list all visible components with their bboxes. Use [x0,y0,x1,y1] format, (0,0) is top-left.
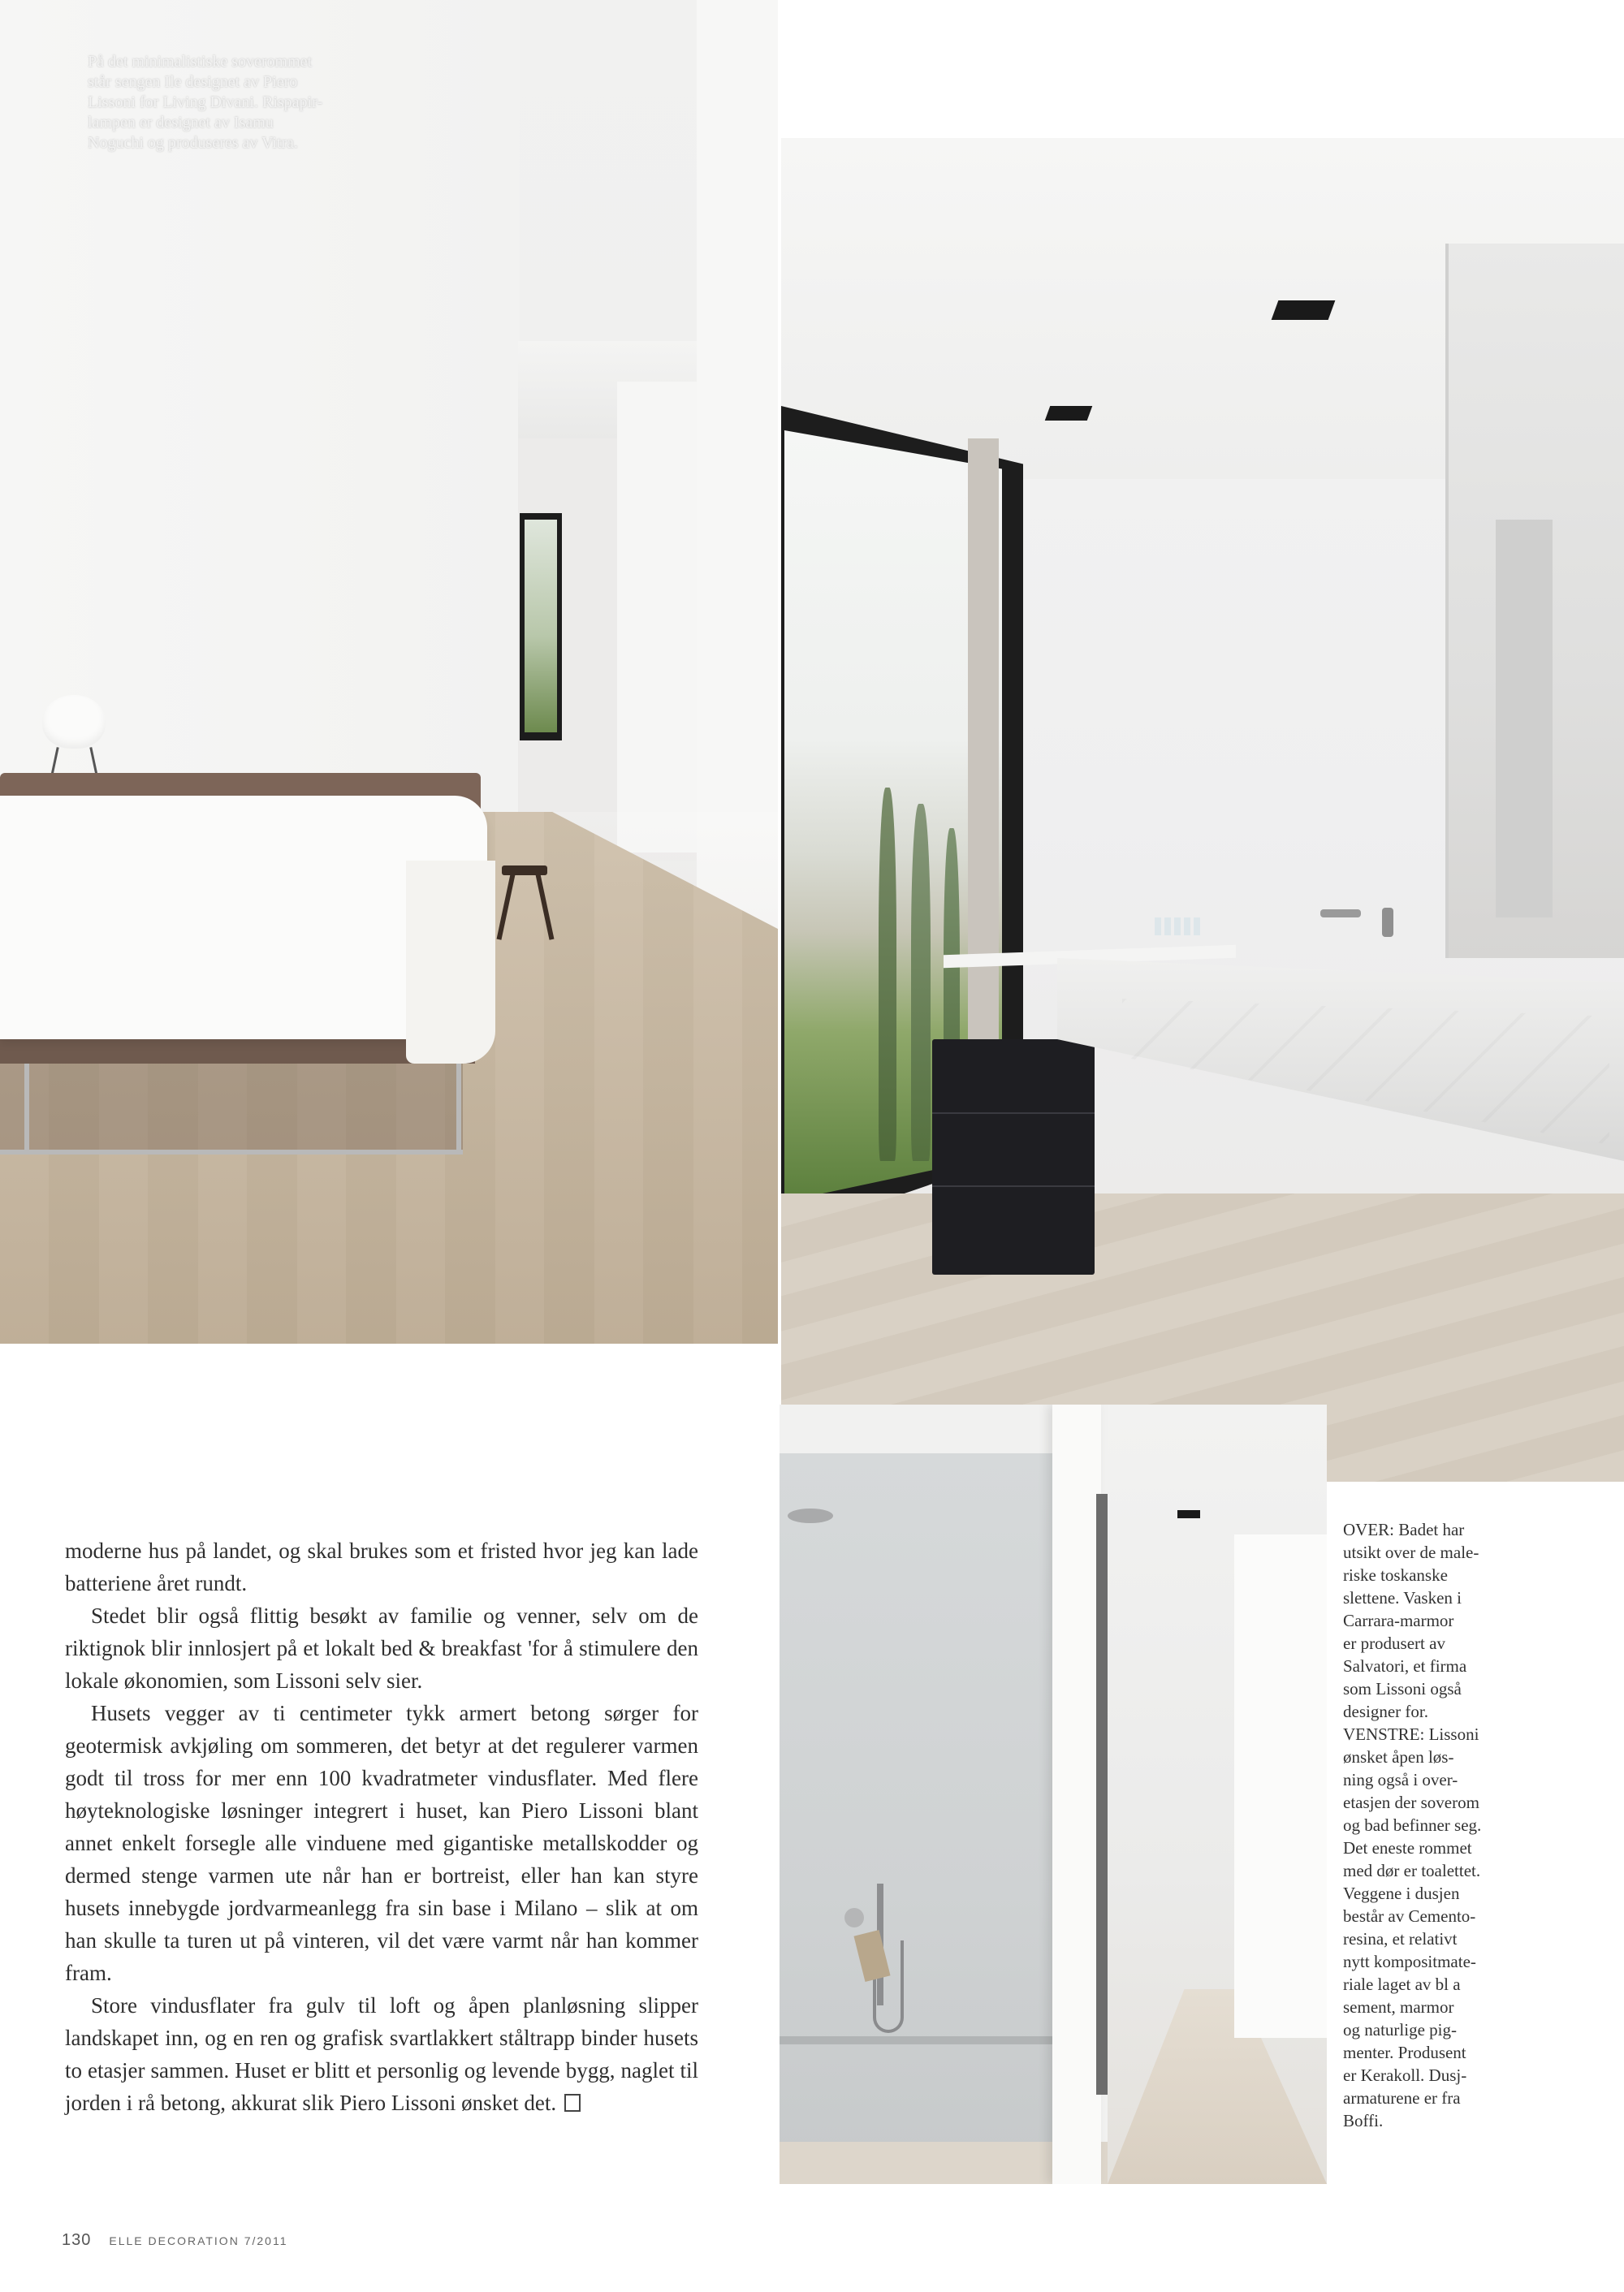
bed-leg [24,1064,29,1155]
page-margin-block [942,0,1624,138]
bed-leg [456,1064,461,1155]
article-paragraph: Stedet blir også flittig besøkt av familie og venner, selv om de riktignok blir innlosjert på et lokalt bed & breakfast 'for å stimulere den lokale økonomien, som Lissoni selv sier. [65,1604,698,1693]
caption-line: lampen er designet av Isamu [88,114,274,132]
caption-line: Salvatori, et firma [1343,1656,1467,1676]
article-paragraph: moderne hus på landet, og skal brukes som et fristed hvor jeg kan lade batteriene året rundt. [65,1539,698,1595]
caption-line: Det eneste rommet [1343,1838,1472,1858]
caption-line: med dør er toalettet. [1343,1861,1481,1880]
shower-head [788,1509,833,1523]
bed-frame-bar [0,1150,463,1155]
caption-line: menter. Produsent [1343,2043,1466,2062]
caption-line: Veggene i dusjen [1343,1884,1460,1903]
caption-line: Lissoni for Living Divani. Rispapir- [88,93,323,111]
caption-line: sement, marmor [1343,1997,1454,2017]
mirror-reflection [1496,520,1553,917]
photo-caption-side [1343,1518,1530,2132]
stool [502,865,547,875]
caption-line: er produsert av [1343,1634,1445,1653]
sliding-door [1096,1494,1108,2095]
partition-wall [1052,1405,1101,2184]
caption-line: er Kerakoll. Dusj- [1343,2065,1467,2085]
cypress-tree [879,788,896,1161]
photo-caption-top [88,52,447,153]
caption-line: Boffi. [1343,2111,1384,2130]
bed-throw [406,861,495,1064]
shower-knob [844,1908,864,1927]
caption-line: står sengen Ile designet av Piero [88,73,298,91]
marble-veining [1122,999,1609,1145]
caption-line: nytt kompositmate- [1343,1952,1476,1971]
caption-line: og bad befinner seg. [1343,1815,1482,1835]
article-body [65,1534,698,2119]
bedroom-photo [0,0,778,1344]
caption-line: ning også i over- [1343,1770,1458,1789]
shower-wall [780,1453,1052,2184]
black-cabinet [932,1039,1095,1275]
corridor-window-view [525,520,557,732]
caption-line: riale laget av bl a [1343,1975,1461,1994]
caption-line: og naturlige pig- [1343,2020,1457,2039]
caption-line: VENSTRE: Lissoni [1343,1724,1479,1744]
end-mark-icon [564,2094,581,2112]
cabinet-drawer-line [932,1112,1095,1114]
bathroom-photo [781,138,1624,1482]
cabinet-drawer-line [932,1185,1095,1187]
corridor-wall [617,382,697,852]
caption-line: som Lissoni også [1343,1679,1462,1698]
caption-line: På det minimalistiske soverommet [88,53,313,71]
caption-line: resina, et relativt [1343,1929,1458,1949]
article-paragraph: Store vindusflater fra gulv til loft og åpen planløsning slipper landskapet inn, og en ren og grafisk svartlakkert ståltrapp binder husets to etasjer sammen. Huset er blitt et personlig og levende bygg, naglet til jorden i rå betong, akkurat slik Piero Lissoni ønsket det. [65,1993,698,2115]
caption-line: utsikt over de male- [1343,1543,1479,1562]
shower-ledge [780,2036,1052,2044]
caption-line: armaturene er fra [1343,2088,1461,2108]
article-paragraph: Husets vegger av ti centimeter tykk armert betong sørger for geotermisk avkjøling om sommeren, det betyr at det regulerer varmen godt til tross for mer enn 100 kvadratmeter vindusflater. Med flere høyteknologiske løsninger integrert i huset, kan Piero Lissoni blant annet enkelt forsegle alle vinduene med gigantiske metallskodder og dermed stenge varmen ute når han er bortreist, eller han kan styre husets innebygde jordvarmeanlegg fra sin base i Milano – slik at om han skulle ta turen ut på vinteren, vil det være varmt når han kommer fram. [65,1701,698,1985]
caption-line: riske toskanske [1343,1565,1448,1585]
magazine-issue: ELLE DECORATION 7/2011 [109,2234,288,2247]
caption-line: Noguchi og produseres av Vitra. [88,134,298,152]
rice-paper-lamp [42,695,106,749]
caption-line: består av Cemento- [1343,1906,1476,1926]
page-footer [62,2231,305,2250]
ceiling-spotlight [1045,406,1093,421]
wall-tap-handle [1382,908,1393,937]
corridor-wall [1234,1534,1327,2038]
ceiling-spotlight [1272,300,1336,320]
bedroom-right-wall [697,0,778,942]
caption-line: etasjen der soverom [1343,1793,1479,1812]
article-paragraph-last [65,1989,698,2119]
caption-line: designer for. [1343,1702,1428,1721]
caption-line: slettene. Vasken i [1343,1588,1462,1608]
wall-tap [1320,909,1361,917]
ceiling-spotlight [1177,1510,1200,1518]
caption-line: OVER: Badet har [1343,1520,1465,1539]
bed-shadow [0,1064,463,1153]
caption-line: ønsket åpen løs- [1343,1747,1454,1767]
caption-line: Carrara-marmor [1343,1611,1454,1630]
shower-corridor-photo [780,1405,1327,2184]
cypress-tree [911,804,931,1161]
page-number: 130 [62,2231,92,2249]
toiletry-bottles [1155,917,1202,935]
